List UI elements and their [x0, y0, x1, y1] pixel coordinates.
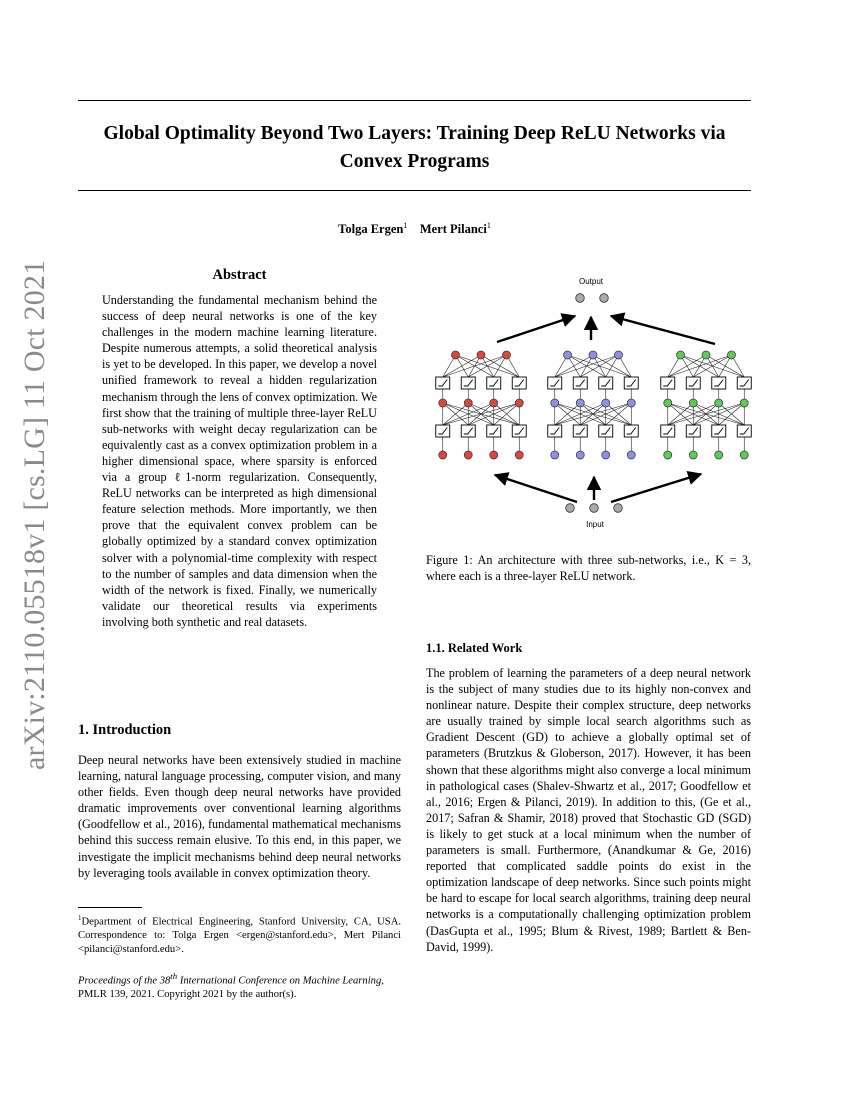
network-node: [452, 351, 460, 359]
relu-box: [661, 377, 675, 389]
author-list: [78, 221, 751, 237]
network-node: [477, 351, 485, 359]
network-node: [464, 451, 472, 459]
paper-title: Global Optimality Beyond Two Layers: Training Deep ReLU Networks via Convex Programs: [103, 123, 726, 172]
network-node: [551, 451, 559, 459]
figure-caption: Figure 1: An architecture with three sub-networks, i.e., K = 3, where each is a three-layer ReLU network.: [426, 553, 751, 584]
relu-box: [712, 425, 726, 437]
proceedings-venue-name: International Conference on Machine Learning: [177, 975, 382, 987]
input-node: [614, 504, 623, 513]
network-node: [439, 399, 447, 407]
abstract-text: Understanding the fundamental mechanism behind the success of deep neural networks is one of the key challenges in the modern machine learning literature. Despite numerous attempts, a solid theoretical analysis is yet to be developed. In this paper, we develop a novel unified framework to reveal a hidden regularization mechanism through the lens of convex optimization. We first show that the training of multiple three-layer ReLU sub-networks with weight decay regularization can be equivalently cast as a convex optimization problem in a higher dimensional space, where sparsity is enforced via a group ℓ1-norm regularization. Consequently, ReLU networks can be interpreted as high dimensional feature selection methods. More importantly, we then prove that the equivalent convex problem can be globally optimized by a standard convex optimization solver with a polynomial-time complexity with respect to the number of samples and data dimension when the width of the network is fixed. Finally, we numerically validate our theoretical results via experiments involving both synthetic and real datasets.: [102, 293, 377, 629]
top-rule: [78, 100, 751, 101]
network-node: [602, 399, 610, 407]
relu-box: [599, 425, 613, 437]
network-node: [564, 351, 572, 359]
relu-box: [512, 425, 526, 437]
architecture-figure: [425, 272, 755, 534]
relu-box: [487, 377, 501, 389]
network-node: [627, 399, 635, 407]
relu-box: [461, 377, 475, 389]
relu-box: [548, 425, 562, 437]
network-edge: [443, 355, 507, 377]
proceedings-copyright: , PMLR 139, 2021. Copyright 2021 by the author(s).: [78, 975, 384, 1001]
network-node: [627, 451, 635, 459]
network-node: [490, 451, 498, 459]
relu-box: [624, 425, 638, 437]
relu-box: [512, 377, 526, 389]
network-node: [728, 351, 736, 359]
output-node: [576, 294, 585, 303]
network-node: [664, 451, 672, 459]
proceedings-ordinal: th: [170, 971, 178, 981]
input-to-subnet-arrow: [611, 474, 701, 502]
output-node: [600, 294, 609, 303]
network-node: [689, 451, 697, 459]
relu-box: [436, 425, 450, 437]
relu-box: [573, 377, 587, 389]
network-node: [740, 451, 748, 459]
input-node: [566, 504, 575, 513]
relu-box: [436, 377, 450, 389]
input-to-subnet-arrow: [495, 475, 577, 502]
network-node: [689, 399, 697, 407]
network-node: [702, 351, 710, 359]
network-node: [715, 451, 723, 459]
arxiv-identifier: arXiv:2110.05518v1 [cs.LG] 11 Oct 2021: [18, 259, 51, 770]
relu-box: [686, 377, 700, 389]
introduction-text: Deep neural networks have been extensively studied in machine learning, natural language processing, computer vision, and many other fields. Even though deep neural networks have provided dramatic improvements over conventional learning algorithms (Goodfellow et al., 2016), fundamental mathematical mechanisms behind this success remain elusive. To this end, in this paper, we investigate the implicit mechanisms behind deep neural networks by leveraging tools available in convex optimization theory.: [78, 753, 401, 880]
output-label: Output: [578, 277, 604, 286]
network-node: [740, 399, 748, 407]
affiliation-footnote: [78, 912, 401, 956]
related-work-heading: 1.1. Related Work: [426, 641, 523, 655]
subnet-to-output-arrow: [611, 316, 715, 344]
network-node: [503, 351, 511, 359]
abstract-heading: Abstract: [212, 267, 267, 283]
proceedings-note: [78, 970, 401, 1002]
related-work-text: The problem of learning the parameters of a deep neural network is the subject of many studies due to its highly non-convex and nonlinear nature. Despite their complex structure, deep networks are usually trained by simple local search algorithms such as Gradient Descent (GD) to achieve a globally optimal set of parameters (Brutzkus & Globerson, 2017). However, it has been shown that these algorithms might also converge a local minimum in pathological cases (Shalev-Shwartz et al., 2017; Goodfellow et al., 2016; Ergen & Pilanci, 2019). In addition to this, (Ge et al., 2017; Safran & Shamir, 2018) proved that Stochastic GD (SGD) is likely to get stuck at a local minimum when the number of parameters is small. Furthermore, (Anandkumar & Ge, 2016) reported that complicated saddle points do exist in the optimization landscape of deep networks. Since such points might be hard to escape for local search algorithms, training deep neural networks is a computationally challenging optimization problem (DasGupta et al., 1995; Blum & Rivest, 1989; Bartlett & Ben-David, 1999).: [426, 666, 751, 954]
network-node: [515, 399, 523, 407]
network-node: [439, 451, 447, 459]
relu-box: [487, 425, 501, 437]
network-node: [551, 399, 559, 407]
network-node: [576, 399, 584, 407]
network-edge: [668, 355, 732, 377]
footnote-rule: [78, 907, 142, 908]
network-node: [602, 451, 610, 459]
proceedings-venue: Proceedings of the 38: [78, 975, 171, 987]
network-node: [464, 399, 472, 407]
footnote-text: Department of Electrical Engineering, Stanford University, CA, USA. Correspondence to: Tolga Ergen <ergen@stanford.edu>, Mert Pilanci <pilanci@stanford.edu>.: [78, 916, 401, 955]
network-node: [677, 351, 685, 359]
author-name: Tolga Ergen: [338, 222, 404, 237]
introduction-heading: 1. Introduction: [78, 722, 172, 738]
relu-box: [599, 377, 613, 389]
author-affiliation-mark: 1: [486, 221, 491, 230]
relu-box: [686, 425, 700, 437]
network-node: [715, 399, 723, 407]
network-node: [515, 451, 523, 459]
footnote-mark: 1: [78, 914, 82, 922]
relu-box: [737, 377, 751, 389]
relu-box: [624, 377, 638, 389]
author-affiliation-mark: 1: [403, 221, 408, 230]
title-bottom-rule: [78, 190, 751, 191]
network-node: [576, 451, 584, 459]
relu-box: [573, 425, 587, 437]
input-node: [590, 504, 599, 513]
network-node: [615, 351, 623, 359]
input-label: Input: [586, 520, 604, 529]
subnet-to-output-arrow: [497, 316, 575, 342]
relu-box: [548, 377, 562, 389]
network-edge: [555, 355, 619, 377]
relu-box: [712, 377, 726, 389]
network-node: [664, 399, 672, 407]
network-node: [490, 399, 498, 407]
relu-box: [737, 425, 751, 437]
author-name: Mert Pilanci: [419, 222, 487, 237]
network-node: [589, 351, 597, 359]
relu-box: [461, 425, 475, 437]
relu-box: [661, 425, 675, 437]
